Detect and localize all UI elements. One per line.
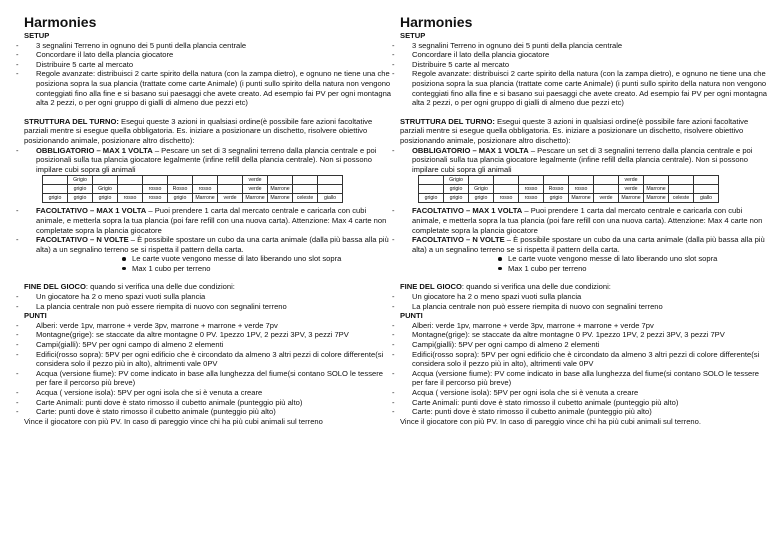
table-row	[419, 194, 719, 203]
table-cell: Marrone	[619, 194, 644, 203]
list-item: - Montagne(grige): se staccate da altre montagne 0 PV. 1pezzo 1PV, 2 pezzi 3PV, 3 pezzi 7PV	[400, 330, 768, 340]
points-heading: PUNTI	[400, 311, 423, 321]
table-cell: verde	[594, 194, 619, 203]
list-item: - Edifici(rosso sopra): 5PV per ogni edificio che è circondato da almeno 3 altri pezzi di colore differente(si considera solo il pezzo più in alto), altrimenti vale 0PV	[400, 350, 768, 369]
setup-list	[400, 41, 768, 108]
table-cell: rosso	[519, 185, 544, 194]
end-list	[400, 292, 768, 311]
table-cell	[544, 176, 569, 185]
table-cell: celeste	[669, 194, 694, 203]
table-cell: Marrone	[193, 194, 218, 203]
turn-optional-list	[24, 206, 392, 254]
end-intro: FINE DEL GIOCO: quando si verifica una delle due condizioni:	[400, 282, 611, 292]
table-cell: Marrone	[243, 194, 268, 203]
table-cell	[118, 176, 143, 185]
page-title: Harmonies	[24, 14, 97, 30]
table-cell	[193, 176, 218, 185]
list-item: Le carte vuote vengono messe di lato liberando uno slot sopra	[498, 254, 768, 264]
table-cell: Grigio	[469, 185, 494, 194]
table-cell	[143, 176, 168, 185]
end-heading: FINE DEL GIOCO	[400, 282, 462, 292]
table-cell: grigio	[419, 194, 444, 203]
table-cell: giallo	[694, 194, 719, 203]
table-cell: verde	[619, 176, 644, 185]
table-cell	[519, 176, 544, 185]
table-row	[419, 185, 719, 194]
table-cell: Marrone	[569, 194, 594, 203]
table-cell	[293, 176, 318, 185]
list-item: - 3 segnalini Terreno in ognuno dei 5 punti della plancia centrale	[24, 41, 392, 51]
setup-list	[24, 41, 392, 108]
setup-heading: SETUP	[24, 31, 50, 40]
table-cell: Grigio	[93, 185, 118, 194]
table-cell	[419, 185, 444, 194]
table-cell: grigio	[68, 194, 93, 203]
list-item: - Acqua (versione fiume): PV come indicato in base alla lunghezza del fiume(si contano SOLO le tessere per fare il percorso più breve)	[24, 369, 392, 388]
page-title: Harmonies	[400, 14, 473, 30]
table-row	[43, 194, 343, 203]
list-item: - Acqua ( versione isola): 5PV per ogni isola che si è venuta a creare	[400, 388, 768, 398]
list-item: - Concordare il lato della plancia giocatore	[400, 50, 768, 60]
list-item: - Campi(gialli): 5PV per ogni campo di almeno 2 elementi	[400, 340, 768, 350]
terrain-table	[42, 175, 343, 203]
list-item: - Regole avanzate: distribuisci 2 carte spirito della natura (con la zampa dietro), e ognuno ne tiene una che posiziona sopra la sua plancia (trattate come carte Animale) (i punti sullo spirito della natura non vengono conteggiati fino alla fine e si basano sui paesaggi che avete creato. Ad esempio fai PV per ogni montagna alta 2 pezzi, o per ogni gruppo di gialli di almeno due pezzi etc)	[400, 69, 768, 107]
list-item: - Edifici(rosso sopra): 5PV per ogni edificio che è circondato da almeno 3 altri pezzi di colore differente(si considera solo il pezzo più in alto), altrimenti vale 0PV	[24, 350, 392, 369]
table-cell: rosso	[143, 185, 168, 194]
list-item: - OBBLIGATORIO – MAX 1 VOLTA – Pescare un set di 3 segnalini terreno dalla plancia centrale e poi posizionali sulla tua plancia giocatore legalmente (infine refill della plancia centrale). Non si possono impilare cubi sopra gli animali	[400, 146, 768, 175]
table-cell: celeste	[293, 194, 318, 203]
table-cell	[494, 176, 519, 185]
list-item: - Montagne(grige): se staccate da altre montagne 0 PV. 1pezzo 1PV, 2 pezzi 3PV, 3 pezzi 7PV	[24, 330, 392, 340]
table-cell: grigio	[93, 194, 118, 203]
list-item: - La plancia centrale non può essere riempita di nuovo con segnalini terreno	[400, 302, 768, 312]
turn-intro: STRUTTURA DEL TURNO: Esegui queste 3 azioni in qualsiasi ordine(è possibile fare azioni facoltative parziali mentre si esegue quella obbligatoria. Es. iniziare a posizionare un dischetto, risolvere obiettivo posizionando animale, posizionare altro dischetto):	[24, 116, 373, 145]
list-item: - Un giocatore ha 2 o meno spazi vuoti sulla plancia	[24, 292, 392, 302]
table-cell	[494, 185, 519, 194]
table-cell: Rosso	[168, 185, 193, 194]
table-cell: grigio	[168, 194, 193, 203]
list-item: - Campi(gialli): 5PV per ogni campo di almeno 2 elementi	[24, 340, 392, 350]
table-cell	[218, 176, 243, 185]
table-cell	[293, 185, 318, 194]
list-item: - FACOLTATIVO – N VOLTE – È possibile spostare un cubo da una carta animale (dalla più bassa alla più alta) a un segnalino terreno se si rispetta il pattern della carta.	[24, 235, 392, 254]
table-row	[43, 176, 343, 185]
table-cell: Marrone	[644, 194, 669, 203]
table-cell: grigio	[43, 194, 68, 203]
table-cell: grigio	[68, 185, 93, 194]
table-cell	[43, 176, 68, 185]
list-item: - Concordare il lato della plancia giocatore	[24, 50, 392, 60]
page-left	[24, 14, 392, 426]
points-list	[400, 321, 768, 417]
table-cell: Marrone	[644, 185, 669, 194]
table-cell	[93, 176, 118, 185]
final-rule: Vince il giocatore con più PV. In caso di pareggio vince chi ha più cubi animali sul terreno	[24, 416, 323, 426]
table-cell: Rosso	[544, 185, 569, 194]
list-item: - Carte Animali: punti dove è stato rimosso il cubetto animale (punteggio più alto)	[24, 398, 392, 408]
points-list	[24, 321, 392, 417]
table-cell	[118, 185, 143, 194]
turn-bullets	[400, 254, 768, 273]
table-cell	[419, 176, 444, 185]
table-cell: grigio	[544, 194, 569, 203]
table-cell: rosso	[193, 185, 218, 194]
table-cell	[669, 176, 694, 185]
list-item: - Carte Animali: punti dove è stato rimosso il cubetto animale (punteggio più alto)	[400, 398, 768, 408]
table-cell	[469, 176, 494, 185]
list-item: - Alberi: verde 1pv, marrone + verde 3pv, marrone + marrone + verde 7pv	[24, 321, 392, 331]
list-item: Max 1 cubo per terreno	[122, 264, 392, 274]
list-item: - FACOLTATIVO – MAX 1 VOLTA – Puoi prendere 1 carta dal mercato centrale e caricarla con cubi animale, e metterla sopra la tua plancia (poi fare refill con una nuova carta). Attenzione: Max 4 carte non completate sopra la plancia giocatore	[24, 206, 392, 235]
table-cell: rosso	[118, 194, 143, 203]
table-cell	[669, 185, 694, 194]
table-cell: Grigio	[68, 176, 93, 185]
list-item: - Regole avanzate: distribuisci 2 carte spirito della natura (con la zampa dietro), e ognuno ne tiene una che posiziona sopra la sua plancia (trattate come carte Animale) (i punti sullo spirito della natura non vengono conteggiati fino alla fine e si basano sui paesaggi che avete creato. Ad esempio fai PV per ogni montagna alta 2 pezzi, o per ogni gruppo di gialli di almeno due pezzi etc)	[24, 69, 392, 107]
table-row	[419, 176, 719, 185]
table-cell	[694, 185, 719, 194]
table-cell: rosso	[519, 194, 544, 203]
table-row	[43, 185, 343, 194]
final-rule: Vince il giocatore con più PV. In caso di pareggio vince chi ha più cubi animali sul terreno.	[400, 416, 701, 426]
table-cell: verde	[619, 185, 644, 194]
table-cell: rosso	[569, 185, 594, 194]
table-cell: grigio	[469, 194, 494, 203]
list-item: - Alberi: verde 1pv, marrone + verde 3pv, marrone + marrone + verde 7pv	[400, 321, 768, 331]
points-heading: PUNTI	[24, 311, 47, 321]
list-item: - Distribuire 5 carte al mercato	[24, 60, 392, 70]
list-item: Le carte vuote vengono messe di lato liberando uno slot sopra	[122, 254, 392, 264]
turn-intro: STRUTTURA DEL TURNO: Esegui queste 3 azioni in qualsiasi ordine(è possibile fare azioni facoltative parziali mentre si esegue quella obbligatoria. Es. iniziare a posizionare un dischetto, risolvere obiettivo posizionando animale, posizionare altro dischetto):	[400, 116, 749, 145]
table-cell: grigio	[444, 185, 469, 194]
table-cell	[43, 185, 68, 194]
table-cell: grigio	[444, 194, 469, 203]
table-cell	[268, 176, 293, 185]
setup-heading: SETUP	[400, 31, 426, 40]
table-cell: rosso	[494, 194, 519, 203]
list-item: - Distribuire 5 carte al mercato	[400, 60, 768, 70]
table-cell: Marrone	[268, 194, 293, 203]
turn-list	[24, 146, 392, 175]
terrain-table	[418, 175, 719, 203]
table-cell: verde	[243, 176, 268, 185]
table-cell: verde	[218, 194, 243, 203]
turn-optional-list	[400, 206, 768, 254]
table-cell	[168, 176, 193, 185]
list-item: - Acqua (versione fiume): PV come indicato in base alla lunghezza del fiume(si contano SOLO le tessere per fare il percorso più breve)	[400, 369, 768, 388]
table-cell	[569, 176, 594, 185]
turn-bullets	[24, 254, 392, 273]
table-cell: Grigio	[444, 176, 469, 185]
table-cell	[218, 185, 243, 194]
list-item: - Carte: punti dove è stato rimosso il cubetto animale (punteggio più alto)	[400, 407, 768, 417]
table-cell	[318, 185, 343, 194]
list-item: - OBBLIGATORIO – MAX 1 VOLTA – Pescare un set di 3 segnalini terreno dalla plancia centrale e poi posizionali sulla tua plancia giocatore legalmente (infine refill della plancia centrale). Non si possono impilare cubi sopra gli animali	[24, 146, 392, 175]
table-cell: rosso	[143, 194, 168, 203]
turn-heading: STRUTTURA DEL TURNO:	[400, 116, 495, 126]
list-item: - La plancia centrale non può essere riempita di nuovo con segnalini terreno	[24, 302, 392, 312]
list-item: - FACOLTATIVO – N VOLTE – È possibile spostare un cubo da una carta animale (dalla più bassa alla più alta) a un segnalino terreno se si rispetta il pattern della carta.	[400, 235, 768, 254]
turn-heading: STRUTTURA DEL TURNO:	[24, 116, 119, 126]
table-cell: giallo	[318, 194, 343, 203]
table-cell	[594, 185, 619, 194]
list-item: - Carte: punti dove è stato rimosso il cubetto animale (punteggio più alto)	[24, 407, 392, 417]
turn-list	[400, 146, 768, 175]
table-cell	[694, 176, 719, 185]
list-item: - Acqua ( versione isola): 5PV per ogni isola che si è venuta a creare	[24, 388, 392, 398]
list-item: - 3 segnalini Terreno in ognuno dei 5 punti della plancia centrale	[400, 41, 768, 51]
list-item: - FACOLTATIVO – MAX 1 VOLTA – Puoi prendere 1 carta dal mercato centrale e caricarla con cubi animale, e metterla sopra la tua plancia (poi fare refill con una nuova carta). Attenzione: Max 4 carte non completate sopra la plancia giocatore	[400, 206, 768, 235]
end-heading: FINE DEL GIOCO	[24, 282, 86, 292]
table-cell	[594, 176, 619, 185]
table-cell	[644, 176, 669, 185]
table-cell: Marrone	[268, 185, 293, 194]
end-list	[24, 292, 392, 311]
end-intro: FINE DEL GIOCO: quando si verifica una delle due condizioni:	[24, 282, 235, 292]
table-cell	[318, 176, 343, 185]
list-item: Max 1 cubo per terreno	[498, 264, 768, 274]
page-right	[400, 14, 768, 426]
table-cell: verde	[243, 185, 268, 194]
list-item: - Un giocatore ha 2 o meno spazi vuoti sulla plancia	[400, 292, 768, 302]
